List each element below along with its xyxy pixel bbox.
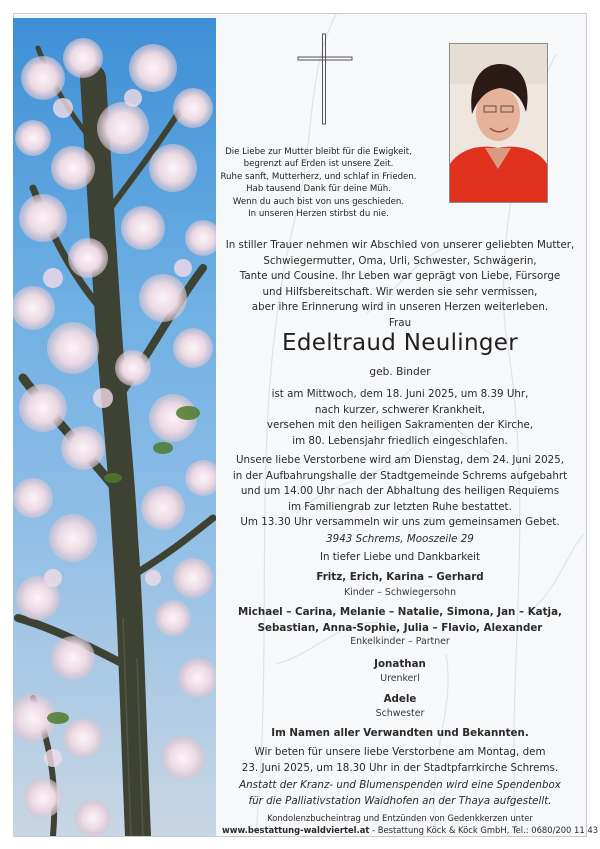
address: 3943 Schrems, Mooszeile 29 [326, 533, 474, 545]
notice-line: nach kurzer, schwerer Krankheit, [314, 403, 486, 416]
grandchildren-line: Michael – Carina, Melanie – Natalie, Simona, Jan – Katja, [238, 606, 562, 618]
donation-note [222, 778, 578, 809]
intro-line: Frau [388, 316, 412, 329]
intro-line: In stiller Trauer nehmen wir Abschied von unserer geliebten Mutter, [225, 239, 575, 251]
blossom-tree-photo [13, 18, 216, 836]
memorial-poem [216, 146, 421, 220]
thanks-line: In tiefer Liebe und Dankbarkeit [319, 551, 481, 563]
intro-line: aber ihre Erinnerung wird in unseren Herzen weiterleben. [251, 301, 549, 314]
children-names: Fritz, Erich, Karina – Gerhard [316, 571, 484, 583]
mass-line: Wir beten für unsere liebe Verstorbene am Montag, dem [254, 746, 546, 758]
notice-line: versehen mit den heiligen Sakramenten der Kirche, [266, 419, 534, 432]
intro-line: und Hilfsbereitschaft. Wir werden sie sehr vermissen, [262, 285, 538, 298]
service-line: im Familiengrab zur letzten Ruhe bestattet. [288, 500, 512, 513]
poem-line: Hab tausend Dank für deine Müh. [246, 184, 391, 195]
footer-contact [222, 825, 599, 835]
poem-line: Wenn du auch bist von uns geschieden. [232, 196, 405, 207]
service-line: und um 14.00 Uhr nach der Abhaltung des heiligen Requiems [240, 485, 560, 498]
intro-line: Tante und Cousine. Ihr Leben war geprägt von Liebe, Fürsorge [239, 270, 561, 283]
donation-line: Anstatt der Kranz- und Blumenspenden wird eine Spendenbox [239, 779, 561, 791]
cross-icon [297, 33, 353, 125]
poem-line: Ruhe sanft, Mutterherz, und schlaf in Frieden. [220, 171, 417, 182]
deceased-name: Edeltraud Neulinger [282, 330, 518, 356]
service-line: in der Aufbahrungshalle der Stadtgemeinde Schrems aufgebahrt [232, 469, 568, 482]
portrait-photo [449, 43, 548, 203]
great-grandchild-role: Urenkerl [380, 673, 420, 684]
grandchildren-line: Sebastian, Anna-Sophie, Julia – Flavio, Alexander [257, 621, 543, 634]
company-info: - Bestattung Köck & Köck GmbH, Tel.: 0680/200 11 43 [369, 825, 599, 835]
website-link[interactable]: www.bestattung-waldviertel.at [222, 825, 370, 835]
intro-line: Schwiegermutter, Oma, Urli, Schwester, Schwägerin, [263, 254, 537, 267]
notice-line: ist am Mittwoch, dem 18. Juni 2025, um 8.39 Uhr, [271, 388, 529, 400]
mass-line: 23. Juni 2025, um 18.30 Uhr in der Stadtpfarrkirche Schrems. [241, 761, 559, 774]
sister-name: Adele [383, 693, 417, 705]
birth-name: geb. Binder [369, 366, 431, 378]
poem-line: In unseren Herzen stirbst du nie. [248, 209, 389, 220]
funeral-details [222, 453, 578, 531]
grandchildren-role: Enkelkinder – Partner [350, 636, 450, 647]
poem-line: Die Liebe zur Mutter bleibt für die Ewigkeit, [225, 147, 412, 157]
condolence-note: Kondolenzbucheintrag und Entzünden von Gedenkkerzen unter [267, 813, 533, 823]
all-relatives-line: Im Namen aller Verwandten und Bekannten. [271, 727, 529, 739]
great-grandchild-name: Jonathan [374, 658, 426, 670]
death-notice [222, 387, 578, 449]
sister-role: Schwester [375, 708, 425, 719]
service-line: Unsere liebe Verstorbene wird am Dienstag, dem 24. Juni 2025, [235, 454, 565, 466]
memorial-mass [222, 745, 578, 776]
poem-line: begrenzt auf Erden ist unsere Zeit. [243, 159, 394, 170]
children-role: Kinder – Schwiegersohn [343, 587, 457, 598]
intro-text [222, 238, 578, 332]
donation-line: für die Palliativstation Waidhofen an der Thaya aufgestellt. [248, 794, 552, 807]
service-line: Um 13.30 Uhr versammeln wir uns zum gemeinsamen Gebet. [240, 516, 560, 529]
notice-line: im 80. Lebensjahr friedlich eingeschlafen. [292, 434, 508, 447]
grandchildren-names [222, 605, 578, 636]
